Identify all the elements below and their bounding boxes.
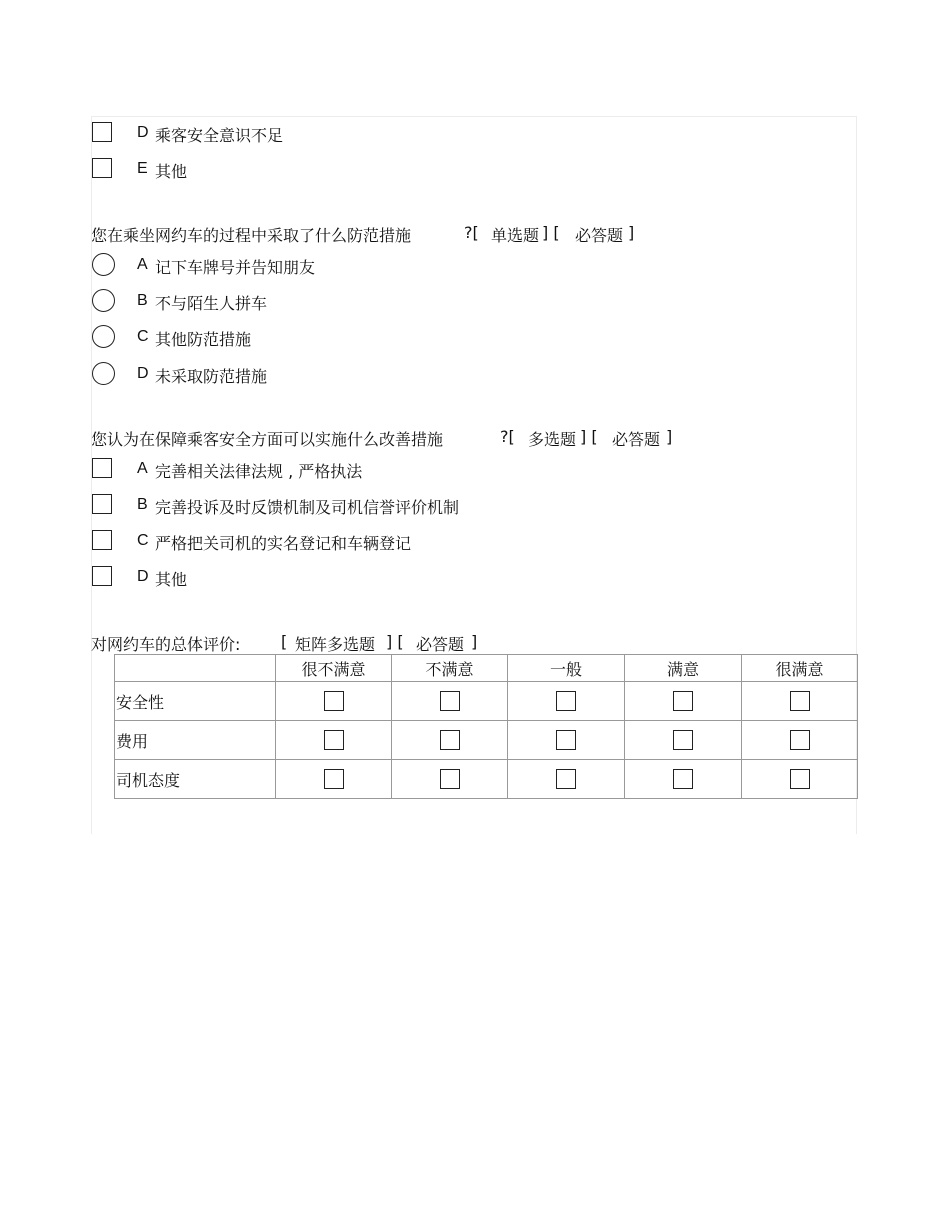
option-letter: D <box>137 568 149 585</box>
question-required: 必答题 <box>575 226 624 245</box>
option-text: 严格把关司机的实名登记和车辆登记 <box>155 534 412 553</box>
checkbox[interactable] <box>324 730 344 750</box>
question-tag-open: ?[ <box>500 427 515 446</box>
checkbox[interactable] <box>92 158 112 178</box>
option-text: 不与陌生人拼车 <box>155 294 268 313</box>
matrix-row-driver-attitude <box>115 760 858 799</box>
matrix-cell[interactable] <box>392 682 508 721</box>
checkbox[interactable] <box>92 494 112 514</box>
question-tag-sep: ] [ <box>580 427 598 446</box>
question-tag-close: ] <box>628 223 635 242</box>
matrix-cell[interactable] <box>508 682 625 721</box>
question-tag-close: ] <box>471 632 478 651</box>
checkbox[interactable] <box>324 769 344 789</box>
checkbox[interactable] <box>92 566 112 586</box>
matrix-column-header: 很不满意 <box>276 655 392 682</box>
matrix-cell[interactable] <box>742 721 858 760</box>
checkbox[interactable] <box>673 691 693 711</box>
question-text: 对网约车的总体评价: <box>91 635 241 654</box>
checkbox[interactable] <box>440 730 460 750</box>
radio-button[interactable] <box>92 253 115 276</box>
checkbox[interactable] <box>92 530 112 550</box>
matrix-row-cost <box>115 721 858 760</box>
option-text: 其他防范措施 <box>155 330 252 349</box>
option-text: 完善投诉及时反馈机制及司机信誉评价机制 <box>155 498 460 517</box>
matrix-row-label: 安全性 <box>115 682 276 721</box>
option-letter: D <box>137 124 149 141</box>
question-tag-open: ?[ <box>464 223 479 242</box>
checkbox[interactable] <box>324 691 344 711</box>
option-letter: E <box>137 160 148 177</box>
matrix-cell[interactable] <box>392 721 508 760</box>
checkbox[interactable] <box>673 730 693 750</box>
checkbox[interactable] <box>556 730 576 750</box>
rating-matrix <box>114 654 858 799</box>
matrix-corner-cell <box>115 655 276 682</box>
option-letter: A <box>137 256 148 273</box>
option-letter: C <box>137 328 149 345</box>
question-required: 必答题 <box>612 430 661 449</box>
option-letter: B <box>137 496 148 513</box>
question-tag-sep: ] [ <box>542 223 560 242</box>
matrix-cell[interactable] <box>392 760 508 799</box>
matrix-row-label: 司机态度 <box>115 760 276 799</box>
question-type: 矩阵多选题 <box>295 635 376 654</box>
matrix-cell[interactable] <box>276 721 392 760</box>
question-required: 必答题 <box>416 635 465 654</box>
matrix-cell[interactable] <box>276 682 392 721</box>
question-tag-close: ] <box>666 427 673 446</box>
checkbox[interactable] <box>790 691 810 711</box>
radio-button[interactable] <box>92 289 115 312</box>
checkbox[interactable] <box>556 691 576 711</box>
matrix-cell[interactable] <box>742 760 858 799</box>
option-letter: A <box>137 460 148 477</box>
matrix-column-header: 一般 <box>508 655 625 682</box>
radio-button[interactable] <box>92 362 115 385</box>
checkbox[interactable] <box>92 458 112 478</box>
matrix-header-row <box>115 655 858 682</box>
question-text: 您在乘坐网约车的过程中采取了什么防范措施 <box>91 226 412 245</box>
option-text: 乘客安全意识不足 <box>155 126 284 145</box>
question-type: 单选题 <box>491 226 540 245</box>
matrix-cell[interactable] <box>276 760 392 799</box>
checkbox[interactable] <box>440 769 460 789</box>
question-tag-open: [ <box>281 632 288 651</box>
radio-button[interactable] <box>92 325 115 348</box>
checkbox[interactable] <box>673 769 693 789</box>
matrix-column-header: 满意 <box>625 655 742 682</box>
checkbox[interactable] <box>440 691 460 711</box>
matrix-cell[interactable] <box>508 721 625 760</box>
option-text: 完善相关法律法规 , 严格执法 <box>155 462 363 481</box>
checkbox[interactable] <box>92 122 112 142</box>
checkbox[interactable] <box>790 730 810 750</box>
checkbox[interactable] <box>790 769 810 789</box>
option-text: 其他 <box>155 162 188 181</box>
option-letter: C <box>137 532 149 549</box>
question-type: 多选题 <box>528 430 577 449</box>
question-text: 您认为在保障乘客安全方面可以实施什么改善措施 <box>91 430 444 449</box>
matrix-row-safety <box>115 682 858 721</box>
option-letter: B <box>137 292 148 309</box>
matrix-row-label: 费用 <box>115 721 276 760</box>
option-text: 未采取防范措施 <box>155 367 268 386</box>
matrix-cell[interactable] <box>625 682 742 721</box>
checkbox[interactable] <box>556 769 576 789</box>
matrix-cell[interactable] <box>625 760 742 799</box>
option-text: 记下车牌号并告知朋友 <box>155 258 316 277</box>
matrix-column-header: 不满意 <box>392 655 508 682</box>
option-text: 其他 <box>155 570 188 589</box>
question-tag-sep: ] [ <box>386 632 404 651</box>
matrix-column-header: 很满意 <box>742 655 858 682</box>
matrix-cell[interactable] <box>742 682 858 721</box>
option-letter: D <box>137 365 149 382</box>
matrix-cell[interactable] <box>625 721 742 760</box>
matrix-cell[interactable] <box>508 760 625 799</box>
